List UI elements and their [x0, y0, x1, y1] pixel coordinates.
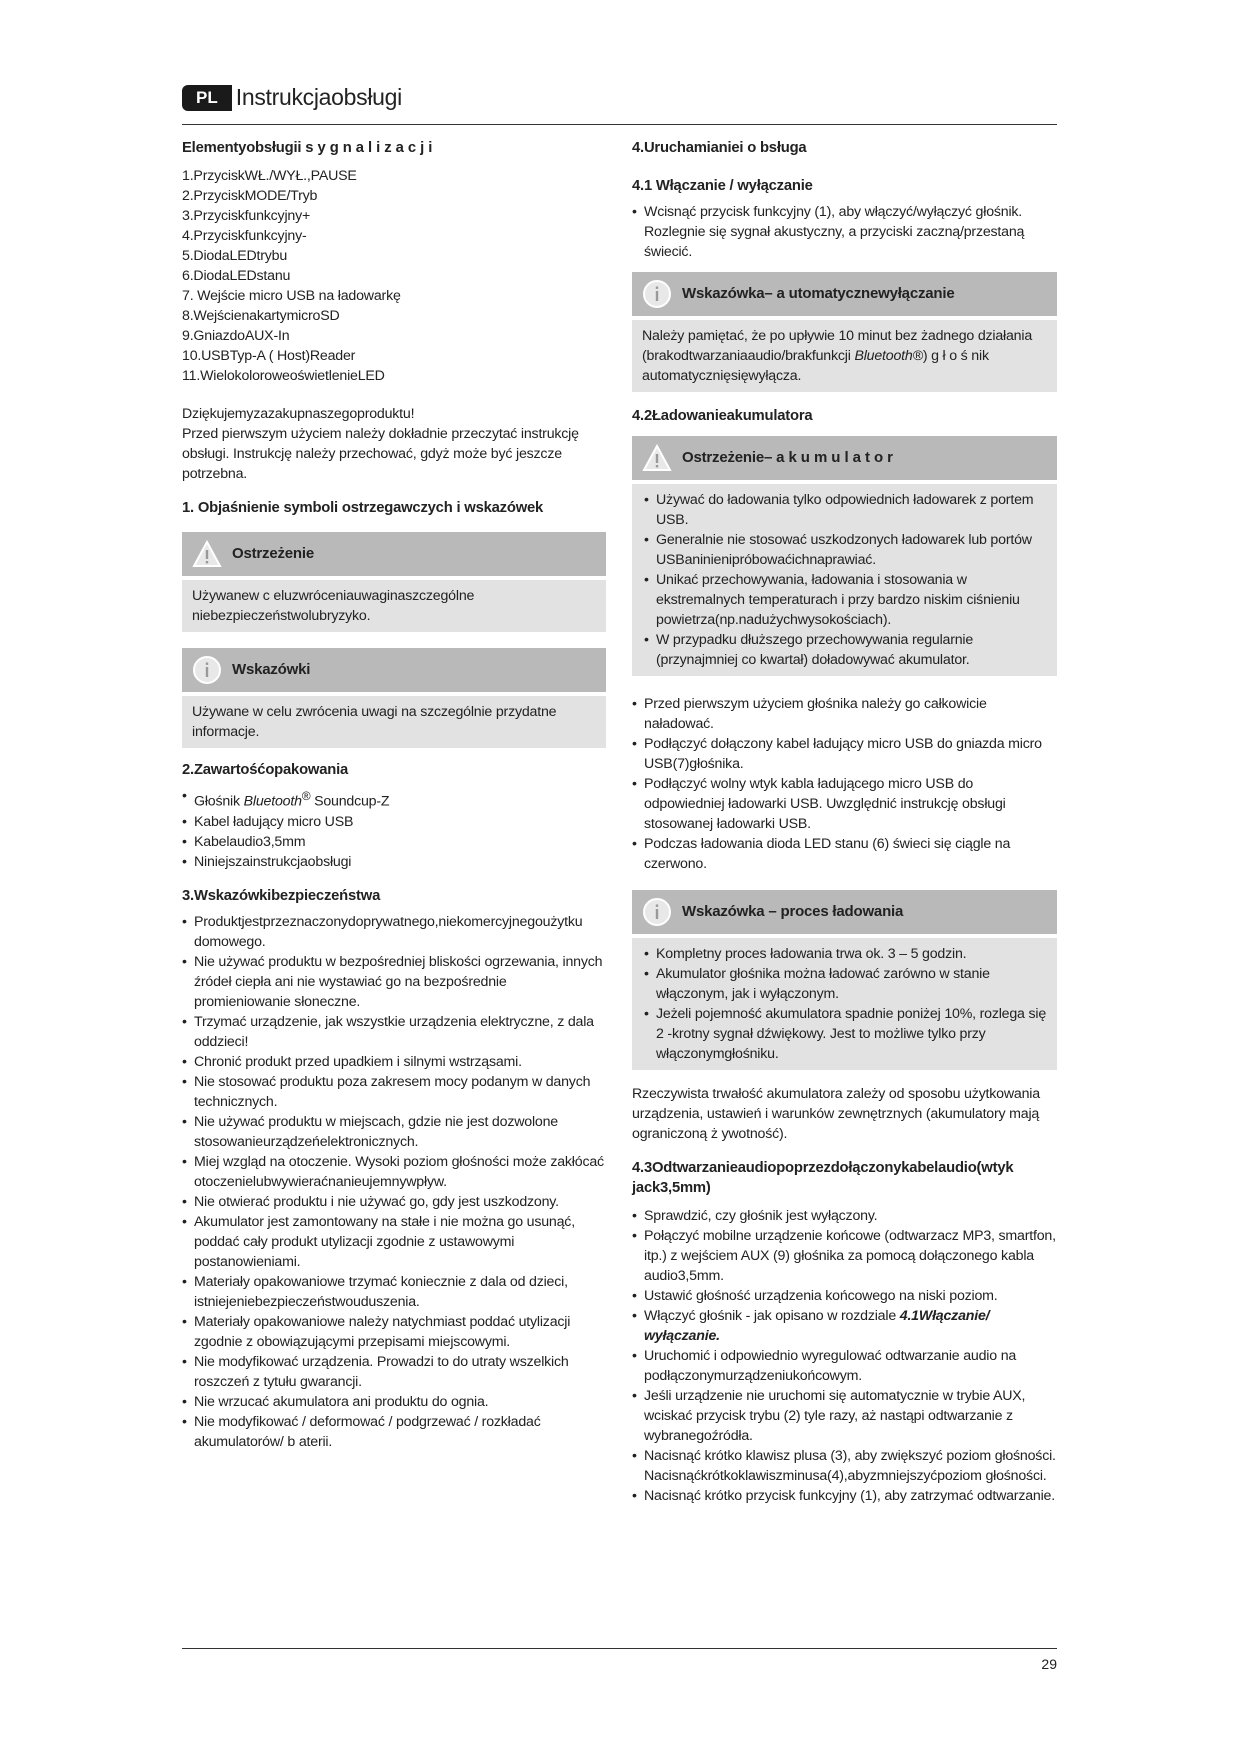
battery-warning-box	[632, 436, 1057, 676]
list-item: • Ustawić głośność urządzenia końcowego na niski poziom.	[632, 1286, 1057, 1306]
battery-warning-list	[644, 490, 1047, 670]
warning-triangle-icon	[192, 539, 222, 569]
section-4-1-list	[632, 202, 1057, 262]
list-item: • Nie używać produktu w miejscach, gdzie nie jest dozwolone stosowanieurządzeńelektronicznych.	[182, 1112, 606, 1152]
list-item: • Nie modyfikować urządzenia. Prowadzi to do utraty wszelkich roszczeń z tytułu gwarancji.	[182, 1352, 606, 1392]
list-item: • Używać do ładowania tylko odpowiednich ładowarek z portem USB.	[644, 490, 1047, 530]
hint-auto-off-header	[632, 272, 1057, 316]
hint-charging-title: Wskazówka – proces ładowania	[682, 903, 904, 920]
footer-rule	[182, 1648, 1057, 1649]
controls-list	[182, 166, 606, 386]
warning-text: Używanew c eluzwróceniauwaginaszczególne niebezpieczeństwolubryzyko.	[182, 580, 606, 632]
list-item: • Wcisnąć przycisk funkcyjny (1), aby włączyć/wyłączyć głośnik. Rozlegnie się sygnał akustyczny, a przyciski zaczną/przestaną świecić.	[632, 202, 1057, 262]
list-item: 7. Wejście micro USB na ładowarkę	[182, 288, 401, 304]
audio-list	[632, 1206, 1057, 1306]
list-item: • Podczas ładowania dioda LED stanu (6) świeci się ciągle na czerwono.	[632, 834, 1057, 874]
audio-list-continued	[632, 1346, 1057, 1506]
left-column	[182, 138, 606, 1452]
list-item: • Akumulator głośnika można ładować zarówno w stanie włączonym, jak i wyłączonym.	[644, 964, 1047, 1004]
list-item: • W przypadku dłuższego przechowywania regularnie (przynajmniej co kwartał) doładowywać akumulator.	[644, 630, 1047, 670]
section-2-heading: 2.Zawartośćopakowania	[182, 762, 349, 778]
list-item: • Uruchomić i odpowiednio wyregulować odtwarzanie audio na podłączonymurządzeniukońcowym.	[632, 1346, 1057, 1386]
list-item: • Kabelaudio3,5mm	[182, 832, 606, 852]
hints-text: Używane w celu zwrócenia uwagi na szczególnie przydatne informacje.	[182, 696, 606, 748]
controls-heading: Elementyobsługii sygnalizacji	[182, 140, 437, 156]
list-item: 11.WielokoloroweoświetlenieLED	[182, 368, 385, 384]
warning-triangle-icon	[642, 443, 672, 473]
list-item: • Materiały opakowaniowe trzymać koniecznie z dala od dzieci, istniejeniebezpieczeństwouduszenia.	[182, 1272, 606, 1312]
language-badge: PL	[182, 85, 232, 111]
warning-title: Ostrzeżenie	[232, 545, 314, 562]
list-item: • Podłączyć dołączony kabel ładujący micro USB do gniazda micro USB(7)głośnika.	[632, 734, 1057, 774]
page-number: 29	[1041, 1656, 1057, 1672]
section-4-1-heading: 4.1 Włączanie / wyłączanie	[632, 178, 813, 194]
list-item: • Nie stosować produktu poza zakresem mocy podanym w danych technicznych.	[182, 1072, 606, 1112]
list-item: 4.Przyciskfunkcyjny-	[182, 228, 307, 244]
battery-warning-title: Ostrzeżenie– akumulator	[682, 449, 897, 466]
list-item: • Akumulator jest zamontowany na stałe i nie można go usunąć, poddać cały produkt utylizacji zgodnie z ustawowymi postanowieniami.	[182, 1212, 606, 1272]
list-item: • Głośnik Bluetooth® Soundcup-Z	[182, 786, 606, 812]
list-item: • Kompletny proces ładowania trwa ok. 3 – 5 godzin.	[644, 944, 1047, 964]
list-item: 2.PrzyciskMODE/Tryb	[182, 188, 318, 204]
charging-list	[632, 694, 1057, 874]
list-item: 6.DiodaLEDstanu	[182, 268, 291, 284]
list-item: • Niniejszainstrukcjaobsługi	[182, 852, 606, 872]
hints-box-header	[182, 648, 606, 692]
thanks-text: Dziękujemyzazakupnaszegoproduktu!	[182, 406, 415, 422]
safety-list	[182, 912, 606, 1452]
list-item: • Jeśli urządzenie nie uruchomi się automatycznie w trybie AUX, wciskać przycisk trybu (2) tyle razy, aż nastąpi odtwarzanie z wybranegoźródła.	[632, 1386, 1057, 1446]
battery-warning-body	[632, 484, 1057, 676]
header-rule	[182, 124, 1057, 125]
section-4-2-heading: 4.2Ładowanieakumulatora	[632, 408, 813, 424]
list-item: • Podłączyć wolny wtyk kabla ładującego micro USB do odpowiedniej ładowarki USB. Uwzględnić instrukcję obsługi stosowanej ładowarki USB.	[632, 774, 1057, 834]
battery-life-text: Rzeczywista trwałość akumulatora zależy od sposobu użytkowania urządzenia, ustawień i warunków zewnętrznych (akumulatory mają ograniczoną ż ywotność).	[632, 1086, 1040, 1142]
battery-warning-header	[632, 436, 1057, 480]
hint-charging-box	[632, 890, 1057, 1070]
hints-box	[182, 648, 606, 748]
section-4-3-heading: 4.3Odtwarzanieaudiopoprzezdołączonykabelaudio(wtyk jack3,5mm)	[632, 1160, 1014, 1196]
list-item: • Włączyć głośnik - jak opisano w rozdziale 4.1Włączanie/ wyłączanie.	[632, 1306, 1057, 1346]
list-item: • Generalnie nie stosować uszkodzonych ładowarek lub portów USBaninienipróbowaćichnaprawiać.	[644, 530, 1047, 570]
list-item: • Materiały opakowaniowe należy natychmiast poddać utylizacji zgodnie z obowiązującymi przepisami miejscowymi.	[182, 1312, 606, 1352]
list-item: • Połączyć mobilne urządzenie końcowe (odtwarzacz MP3, smartfon, itp.) z wejściem AUX (9) głośnika za pomocą dołączonego kabla audio3,5mm.	[632, 1226, 1057, 1286]
info-icon	[192, 655, 222, 685]
hint-auto-off-box	[632, 272, 1057, 392]
list-item: • Przed pierwszym użyciem głośnika należy go całkowicie naładować.	[632, 694, 1057, 734]
list-item: • Unikać przechowywania, ładowania i stosowania w ekstremalnych temperaturach i przy bardzo niskim ciśnieniu powietrza(np.nadużychwysokościach).	[644, 570, 1047, 630]
list-item: • Produktjestprzeznaczonydoprywatnego,niekomercyjnegoużytku domowego.	[182, 912, 606, 952]
hints-title: Wskazówki	[232, 661, 311, 678]
right-column	[632, 138, 1057, 1506]
list-item: • Nie otwierać produktu i nie używać go, gdy jest uszkodzony.	[182, 1192, 606, 1212]
list-item: 1.PrzyciskWŁ./WYŁ.,PAUSE	[182, 168, 357, 184]
info-icon	[642, 279, 672, 309]
list-item: • Miej wzgląd na otoczenie. Wysoki poziom głośności może zakłócać otoczenielubwywieraćnanieujemnywpływ.	[182, 1152, 606, 1192]
section-4-heading: 4.Uruchamianiei o bsługa	[632, 140, 807, 156]
list-item: • Jeżeli pojemność akumulatora spadnie poniżej 10%, rozlega się 2 -krotny sygnał dźwiękowy. Jest to możliwe tylko przy włączonymgłośniku.	[644, 1004, 1047, 1064]
list-item: • Sprawdzić, czy głośnik jest wyłączony.	[632, 1206, 1057, 1226]
list-item: • Nie używać produktu w bezpośredniej bliskości ogrzewania, innych źródeł ciepła ani nie wystawiać go na bezpośrednie promieniowanie słoneczne.	[182, 952, 606, 1012]
list-item: 3.Przyciskfunkcyjny+	[182, 208, 311, 224]
list-item: 8.WejścienakartymicroSD	[182, 308, 340, 324]
page-header	[182, 84, 402, 111]
warning-box	[182, 532, 606, 632]
audio-ref-list	[632, 1306, 1057, 1346]
hint-charging-list	[644, 944, 1047, 1064]
hint-charging-body	[632, 938, 1057, 1070]
section-3-heading: 3.Wskazówkibezpieczeństwa	[182, 887, 381, 904]
warning-box-header	[182, 532, 606, 576]
list-item: • Nacisnąć krótko przycisk funkcyjny (1), aby zatrzymać odtwarzanie.	[632, 1486, 1057, 1506]
list-item: • Trzymać urządzenie, jak wszystkie urządzenia elektryczne, z dala oddzieci!	[182, 1012, 606, 1052]
list-item: • Nacisnąć krótko klawisz plusa (3), aby zwiększyć poziom głośności. Nacisnąćkrótkoklawiszminusa(4),abyzmniejszyćpoziom głośności.	[632, 1446, 1057, 1486]
list-item: 9.GniazdoAUX-In	[182, 328, 290, 344]
list-item: 5.DiodaLEDtrybu	[182, 248, 288, 264]
hint-auto-off-text: Należy pamiętać, że po upływie 10 minut bez żadnego działania (brakodtwarzaniaaudio/brakfunkcji Bluetooth®) g ł o ś nik automatycznięsięwyłącza.	[632, 320, 1057, 392]
contents-list	[182, 786, 606, 812]
hint-charging-header	[632, 890, 1057, 934]
list-item: • Kabel ładujący micro USB	[182, 812, 606, 832]
list-item: • Nie modyfikować / deformować / podgrzewać / rozkładać akumulatorów/ b aterii.	[182, 1412, 606, 1452]
info-icon	[642, 897, 672, 927]
list-item: 10.USBTyp-A ( Host)Reader	[182, 348, 356, 364]
document-title: Instrukcjaobsługi	[235, 84, 402, 110]
list-item: • Chronić produkt przed upadkiem i silnymi wstrząsami.	[182, 1052, 606, 1072]
hint-auto-off-title: Wskazówka– a utomatycznewyłączanie	[682, 285, 955, 302]
intro-text: Przed pierwszym użyciem należy dokładnie przeczytać instrukcję obsługi. Instrukcję należy przechować, gdyż może być jeszcze potrzebna.	[182, 426, 579, 482]
section-1-heading: 1. Objaśnienie symboli ostrzegawczych i wskazówek	[182, 500, 544, 516]
contents-list-rest	[182, 812, 606, 872]
list-item: • Nie wrzucać akumulatora ani produktu do ognia.	[182, 1392, 606, 1412]
